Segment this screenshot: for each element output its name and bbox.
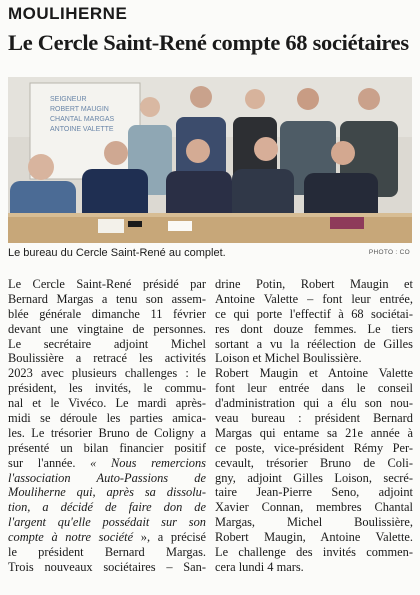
body-line: Le challenge des invités commen- [215, 545, 413, 560]
section-kicker: MOULIHERNE [8, 4, 128, 23]
body-line: drine Potin, Robert Maugin et [215, 277, 413, 291]
body-line: ce poste, vice-président Rémy Per- [215, 440, 413, 455]
body-line: Margas qui entame sa 21e année à [215, 425, 413, 440]
body-line: Xavier Connan, membres Chantal [215, 500, 413, 515]
body-text: sur l'année. [8, 455, 76, 470]
body-line-mixed [8, 456, 206, 471]
body-line: res dont douze femmes. Le tiers [215, 321, 413, 336]
body-line: Margas, Michel Boulissière, [215, 515, 413, 530]
body-line: Boulissière a retracé les activités [8, 351, 206, 366]
body-line: font leur entrée dans le conseil [215, 381, 413, 396]
headline: Le Cercle Saint-René compte 68 sociétaires [8, 30, 409, 55]
body-text: , a précisé [146, 530, 206, 545]
photo-credit: PHOTO : CO [368, 249, 410, 256]
whiteboard-line: SEIGNEUR [50, 96, 87, 103]
body-line: taire Jean-Pierre Seno, adjoint [215, 485, 413, 500]
body-line: Le Cercle Saint-René présidé par [8, 277, 206, 291]
body-line-mixed [8, 530, 206, 545]
body-line: devant une vingtaine de personnes. [8, 321, 206, 336]
body-line: veau bureau : président Bernard [215, 411, 413, 426]
body-line: Antoine Valette – font leur entrée, [215, 291, 413, 306]
body-line: Loison et Michel Boulissière. [215, 351, 362, 366]
group-photo [8, 77, 412, 243]
quote-line: l'argent qu'elle possédait sur son [8, 515, 206, 530]
body-line: 2023 avec plusieurs challenges : le [8, 366, 206, 381]
whiteboard-line: CHANTAL MARGAS [50, 116, 115, 123]
photo-caption [8, 247, 412, 261]
body-line: nal et le Vivéco. Le mardi après- [8, 396, 206, 411]
body-line: blée générale dimanche 11 février [8, 306, 206, 321]
body-line: Le secrétaire adjoint Michel [8, 336, 206, 351]
body-line: sortant a vu la réélection de Gilles [215, 336, 413, 351]
quote-line: l'association Auto-Passions de [8, 470, 206, 485]
article-right-column [215, 277, 413, 575]
body-line: ce qui porte l'effectif à 68 sociétai- [215, 306, 413, 321]
whiteboard-line: ROBERT MAUGIN [50, 106, 109, 113]
body-line: d'administration qui a élu son nou- [215, 396, 413, 411]
body-line: le président Bernard Margas. [8, 545, 206, 560]
body-line: Robert Maugin et Antoine Valette [215, 366, 413, 381]
body-line: cera lundi 4 mars. [215, 559, 304, 574]
quote-text: compte à notre société [8, 530, 134, 545]
body-line: président, les invités, le commu- [8, 381, 206, 396]
whiteboard-line: ANTOINE VALETTE [50, 126, 114, 133]
body-line: les. Le trésorier Bruno de Coligny a [8, 425, 206, 440]
quote-text: « Nous remercions [90, 455, 206, 470]
body-line: cevault, trésorier Bruno de Coli- [215, 455, 413, 470]
article-left-column [8, 277, 206, 575]
body-line: présenté un bilan financier positif [8, 440, 206, 455]
body-line: gny, adjoint Gilles Loison, secré- [215, 470, 413, 485]
body-line: midi se déroule les parties amica- [8, 411, 206, 426]
body-line: Bernard Margas a tenu son assem- [8, 291, 206, 306]
quote-close: » [140, 530, 147, 545]
quote-line: Mouliherne qui, après sa dissolu- [8, 485, 206, 500]
quote-line: tion, a décidé de faire don de [8, 500, 206, 515]
body-line: Trois nouveaux sociétaires – San- [8, 559, 206, 574]
caption-text: Le bureau du Cercle Saint-René au complet. [8, 247, 226, 259]
body-line: Robert Maugin, Antoine Valette. [215, 530, 413, 545]
